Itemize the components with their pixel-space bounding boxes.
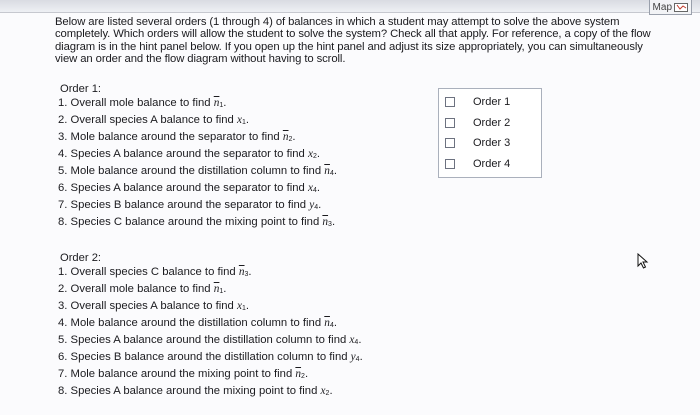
checkbox-order-4[interactable] — [445, 154, 541, 175]
variable-subscript: 4 — [312, 187, 317, 194]
map-icon — [674, 3, 688, 12]
order-step-text: 2. Overall mole balance to find — [58, 283, 214, 295]
question-panel — [0, 12, 700, 415]
step-period: . — [329, 385, 333, 397]
checkbox-order-3[interactable] — [445, 133, 541, 154]
step-period: . — [316, 148, 321, 160]
order-step — [58, 366, 363, 383]
variable-symbol: y — [309, 199, 315, 211]
order-step-text: 5. Species A balance around the distillation column to find — [58, 334, 350, 346]
order-step — [58, 332, 363, 349]
order-step — [58, 197, 337, 214]
variable-symbol: x — [349, 334, 355, 346]
checkbox-label: Order 4 — [473, 157, 511, 170]
order-step — [58, 281, 363, 298]
step-period: . — [245, 300, 250, 312]
order-step-text: 4. Mole balance around the distillation column to find — [58, 317, 325, 329]
step-period: . — [331, 216, 336, 228]
checkbox-square[interactable] — [445, 97, 455, 107]
variable-subscript: 4 — [329, 322, 334, 329]
checkbox-square[interactable] — [445, 138, 455, 148]
order-step-text: 2. Overall species A balance to find — [58, 114, 237, 126]
order-step — [58, 95, 337, 112]
variable-symbol: $\overline{n}$ — [213, 283, 220, 295]
checkbox-label: Order 1 — [473, 96, 511, 109]
variable-subscript: 4 — [314, 204, 319, 211]
checkbox-order-1[interactable] — [445, 92, 541, 113]
variable-symbol: $\overline{n}$ — [322, 216, 329, 228]
variable-subscript: 3 — [328, 221, 332, 228]
variable-symbol: $\overline{n}$ — [238, 266, 245, 278]
variable-symbol: $\overline{n}$ — [324, 165, 330, 177]
checkbox-square[interactable] — [445, 159, 455, 169]
order-step — [58, 315, 363, 332]
order-step-text: 3. Overall species A balance to find — [58, 300, 237, 312]
step-period: . — [304, 368, 309, 380]
variable-subscript: 1 — [242, 305, 246, 312]
order-step — [58, 163, 337, 180]
order-checklist — [438, 88, 542, 178]
order-step-text: 6. Species A balance around the separator to find — [58, 182, 308, 194]
order-step — [58, 214, 337, 231]
order-step-text: 1. Overall mole balance to find — [58, 97, 214, 109]
order-step-text: 5. Mole balance around the distillation column to find — [58, 165, 325, 177]
variable-symbol: $\overline{n}$ — [324, 317, 330, 329]
order-step — [58, 264, 363, 281]
variable-symbol: $\overline{n}$ — [282, 131, 289, 143]
checkbox-square[interactable] — [445, 118, 455, 128]
checkbox-label: Order 2 — [473, 116, 511, 129]
step-period: . — [223, 97, 227, 109]
order-step — [58, 383, 363, 400]
variable-subscript: 2 — [301, 373, 305, 380]
order-1-steps — [58, 95, 337, 231]
order-2-steps — [58, 264, 363, 400]
step-period: . — [292, 131, 296, 143]
order-step — [58, 146, 337, 163]
order-step — [58, 349, 363, 366]
variable-symbol: x — [320, 385, 326, 397]
order-step — [58, 298, 363, 315]
checkbox-label: Order 3 — [473, 137, 511, 150]
step-period: . — [333, 165, 337, 177]
mouse-pointer-icon — [637, 253, 649, 269]
map-button-label: Map — [652, 1, 672, 13]
step-period: . — [333, 317, 337, 329]
order-step-text: 8. Species C balance around the mixing point to find — [58, 216, 323, 228]
order-2-title: Order 2: — [60, 252, 102, 264]
order-step-text: 1. Overall species C balance to find — [58, 266, 239, 278]
variable-subscript: 1 — [219, 288, 224, 295]
variable-subscript: 1 — [219, 102, 224, 109]
order-step-text: 7. Mole balance around the mixing point to find — [58, 368, 296, 380]
order-step-text: 6. Species B balance around the distillation column to find — [58, 351, 351, 363]
variable-symbol: $\overline{n}$ — [295, 368, 302, 380]
order-1-title: Order 1: — [60, 83, 102, 95]
order-step-text: 8. Species A balance around the mixing point to find — [58, 385, 321, 397]
order-step-text: 7. Species B balance around the separator to find — [58, 199, 310, 211]
variable-subscript: 2 — [288, 136, 293, 143]
step-period: . — [245, 114, 250, 126]
variable-subscript: 3 — [244, 271, 249, 278]
variable-subscript: 4 — [355, 356, 360, 363]
step-period: . — [359, 351, 363, 363]
order-step — [58, 129, 337, 146]
variable-symbol: x — [307, 182, 313, 194]
step-period: . — [223, 283, 227, 295]
order-step — [58, 180, 337, 197]
variable-subscript: 4 — [354, 339, 359, 346]
step-period: . — [316, 182, 321, 194]
order-step-text: 3. Mole balance around the separator to find — [58, 131, 283, 143]
step-period: . — [318, 199, 322, 211]
variable-symbol: x — [236, 114, 242, 126]
variable-subscript: 2 — [312, 153, 317, 160]
variable-symbol: y — [350, 351, 356, 363]
variable-symbol: $\overline{n}$ — [213, 97, 220, 109]
variable-symbol: x — [236, 300, 242, 312]
order-step — [58, 112, 337, 129]
order-step-text: 4. Species A balance around the separator to find — [58, 148, 308, 160]
variable-subscript: 2 — [325, 390, 330, 397]
variable-subscript: 1 — [242, 119, 246, 126]
variable-subscript: 4 — [329, 170, 334, 177]
question-intro: Below are listed several orders (1 through 4) of balances in which a student may attempt to solve the above system completely. Which orders will allow the student to solve the system? Check all that apply. For reference, a copy of the flow diagram is in the hint panel below. If you open up the hint panel and adjust its size appropriately, you can simultaneously view an order and the flow diagram without having to scroll. — [55, 16, 651, 65]
step-period: . — [248, 266, 252, 278]
checkbox-order-2[interactable] — [445, 113, 541, 134]
step-period: . — [358, 334, 362, 346]
variable-symbol: x — [307, 148, 313, 160]
